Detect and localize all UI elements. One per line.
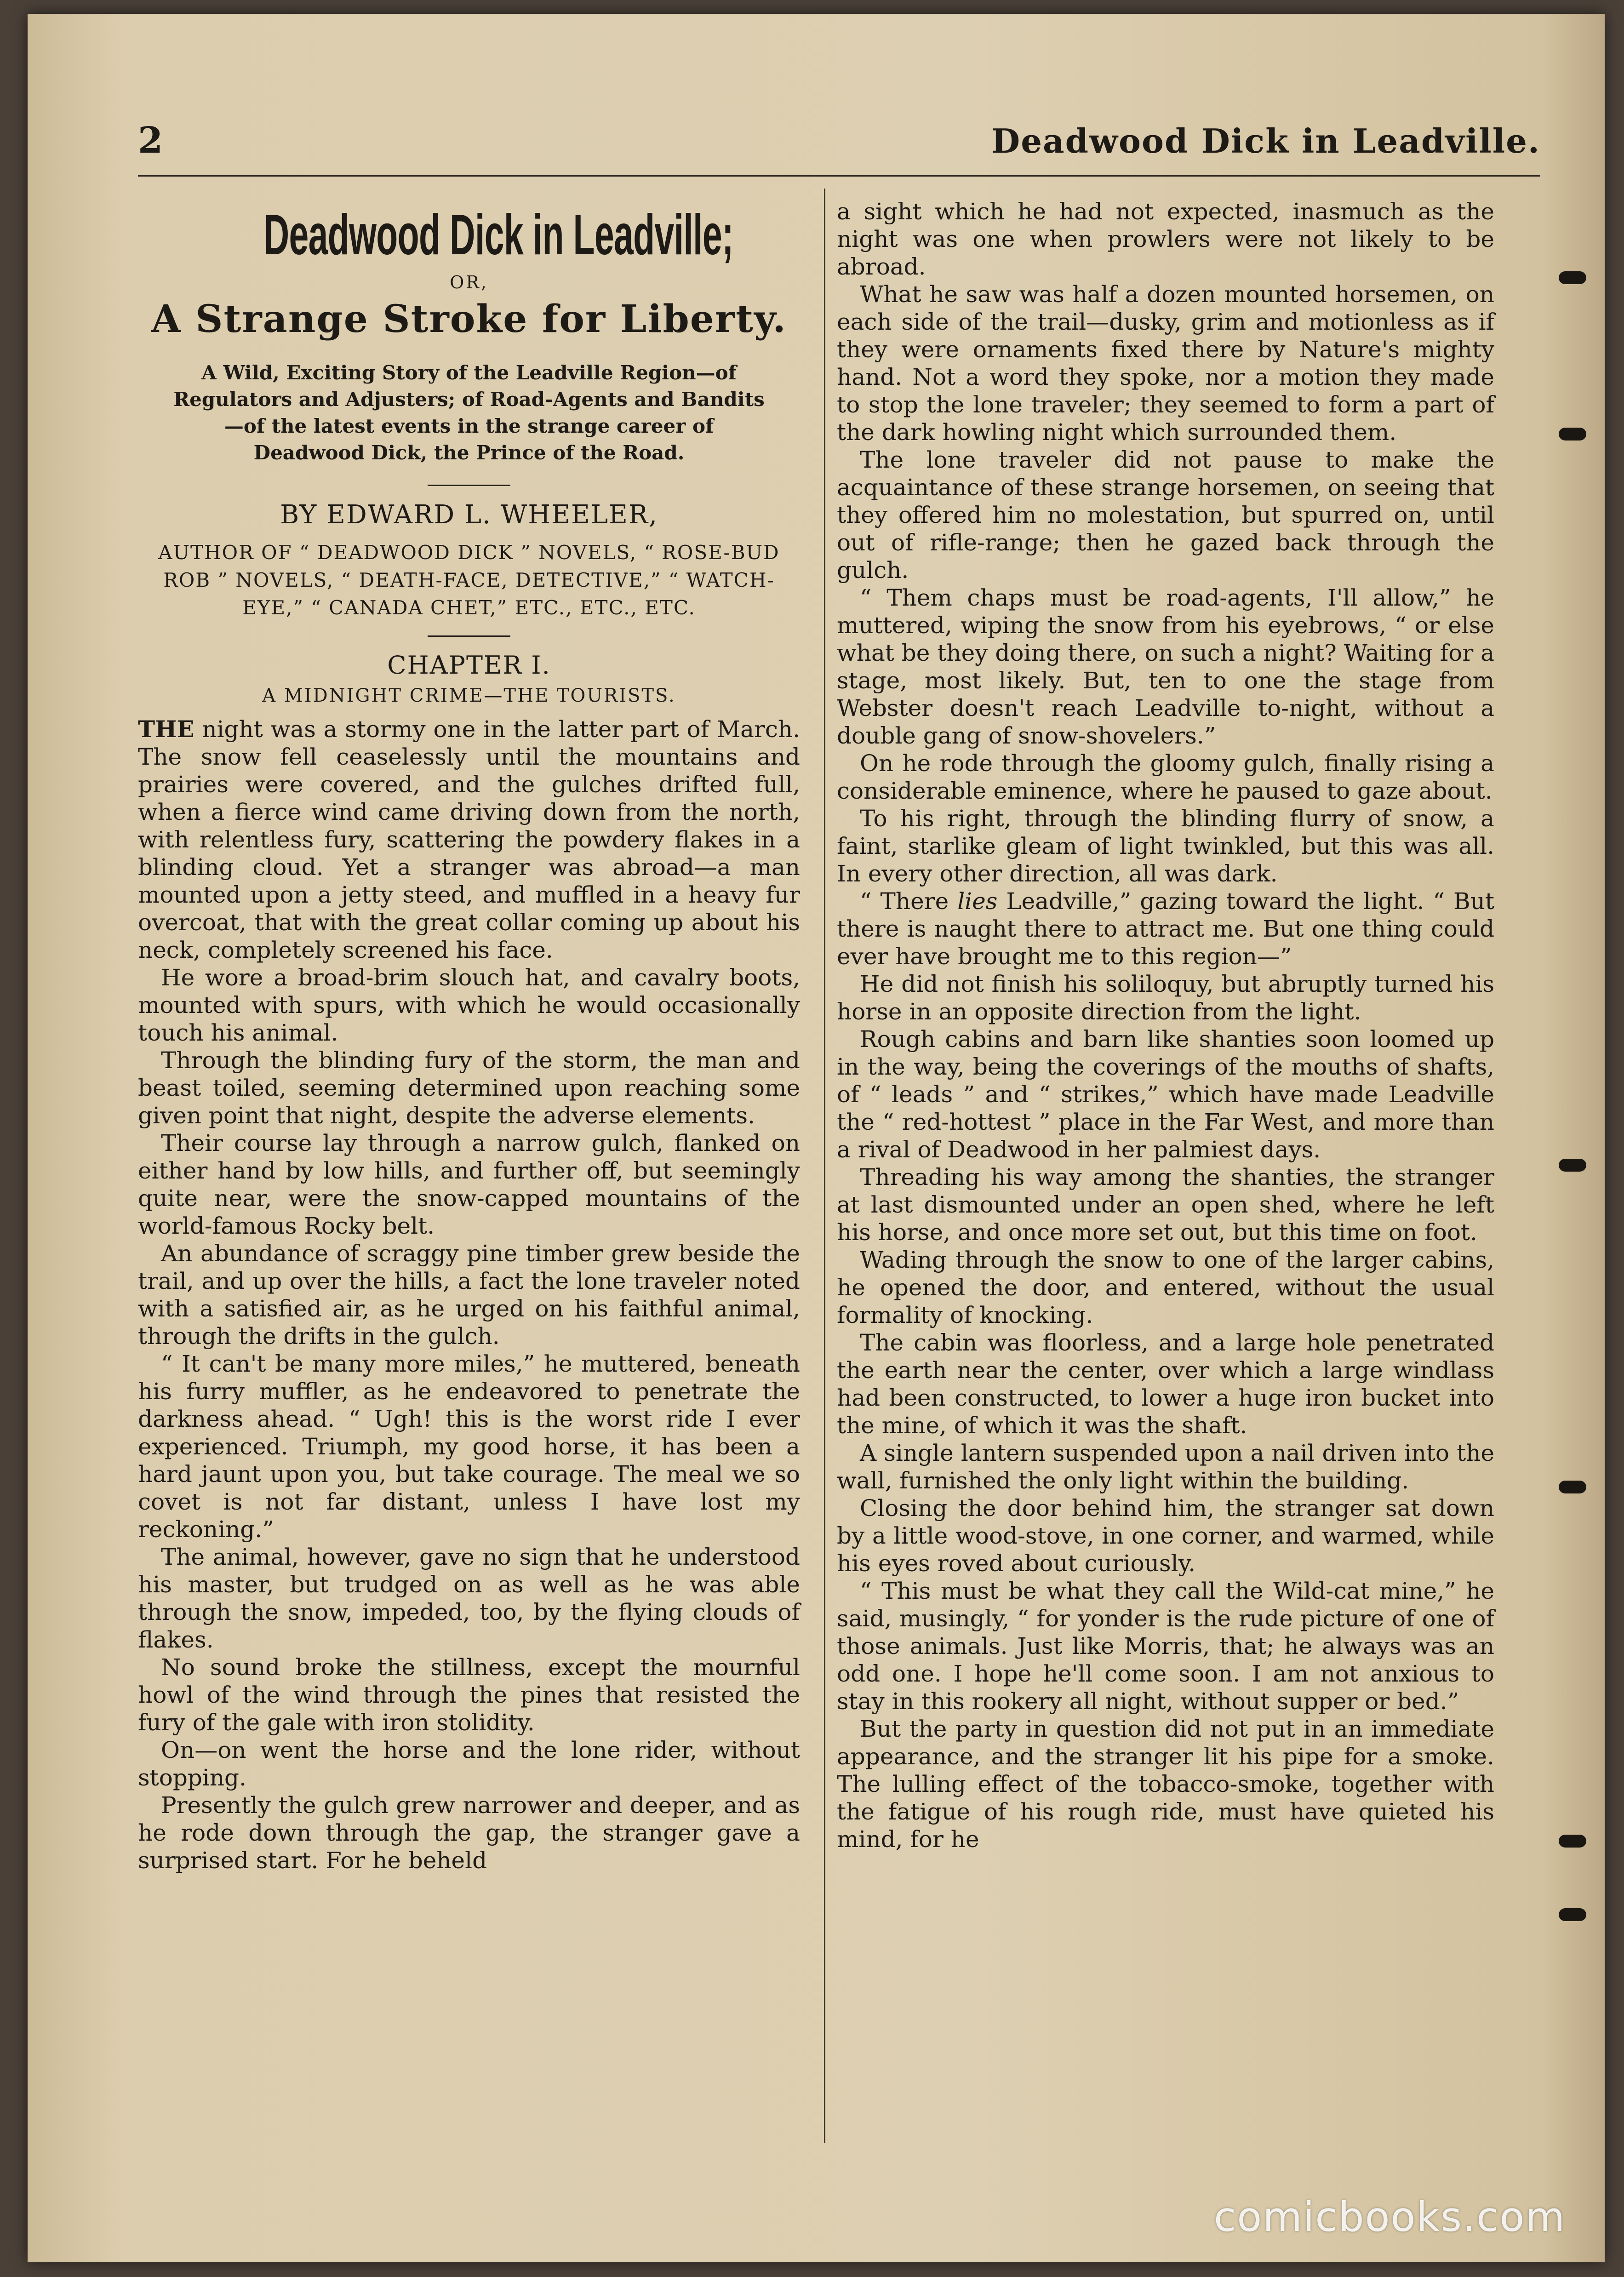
binding-hole: [1559, 428, 1586, 441]
paragraph-text: “ There: [860, 888, 958, 915]
paragraph-text: night was a stormy one in the latter part of March. The snow fell ceaselessly until the mountains and prairies were covered, and the gulches drifted full, when a fierce wind came driving down from the north, with relentless fury, scattering the powdery flakes in a blinding cloud. Yet a stranger was abroad—a man mounted upon a jetty steed, and muffled in a heavy fur overcoat, that with the great collar coming up about his neck, completely screened his face.: [138, 716, 800, 963]
binding-hole: [1559, 1481, 1586, 1493]
paragraph: What he saw was half a dozen mounted horsemen, on each side of the trail—dusky, grim and motionless as if they were ornaments fixed there by Nature's mighty hand. Not a word they spoke, nor a motion they made to stop the lone traveler; they seemed to form a part of the dark howling night which surrounded them.: [837, 281, 1494, 446]
paragraph: Presently the gulch grew narrower and deeper, and as he rode down through the gap, the stranger gave a surprised start. For he beheld: [138, 1792, 800, 1874]
paragraph: “ Them chaps must be road-agents, I'll allow,” he muttered, wiping the snow from his eyebrows, “ or else what be they doing there, on such a night? Waiting for a stage, most likely. But, ten to one the stage from Webster doesn't reach Leadville to-night, without a double gang of snow-shovelers.”: [837, 584, 1494, 749]
running-head: Deadwood Dick in Leadville.: [991, 121, 1540, 160]
paragraph: The lone traveler did not pause to make the acquaintance of these strange horsemen, on seeing that they offered him no molestation, but spurred on, until out of rifle-range; then he gazed back through the gulch.: [837, 446, 1494, 584]
paragraph: Through the blinding fury of the storm, the man and beast toiled, seeming determined upon reaching some given point that night, despite the adverse elements.: [138, 1047, 800, 1129]
paragraph: “ This must be what they call the Wild-cat mine,” he said, musingly, “ for yonder is the rude picture of one of those animals. Just like Morris, that; he always was an odd one. I hope he'll come soon. I am not anxious to stay in this rookery all night, without supper or bed.”: [837, 1578, 1494, 1715]
page-header: [138, 115, 1540, 170]
newspaper-page: [28, 14, 1605, 2262]
left-column: [138, 198, 800, 1874]
paragraph: To his right, through the blinding flurry of snow, a faint, starlike gleam of light twinkled, but this was all. In every other direction, all was dark.: [837, 805, 1494, 887]
paragraph: On he rode through the gloomy gulch, finally rising a considerable eminence, where he paused to gaze about.: [837, 750, 1494, 804]
paragraph: [138, 715, 800, 964]
story-blurb: A Wild, Exciting Story of the Leadville Region—of Regulators and Adjusters; of Road-Agents and Bandits—of the latest events in the strange career of Deadwood Dick, the Prince of the Road.: [173, 361, 765, 464]
byline: BY EDWARD L. WHEELER,: [280, 500, 658, 530]
story-subtitle: A Strange Stroke for Liberty.: [151, 297, 787, 341]
author-credits: AUTHOR OF “ DEADWOOD DICK ” NOVELS, “ ROSE-BUD ROB ” NOVELS, “ DEATH-FACE, DETECTIVE,” “ WATCH-EYE,” “ CANADA CHET,” ETC., ETC., ETC.: [158, 541, 780, 619]
paragraph: Threading his way among the shanties, the stranger at last dismounted under an open shed, where he left his horse, and once more set out, but this time on foot.: [837, 1164, 1494, 1246]
paragraph: No sound broke the stillness, except the mournful howl of the wind through the pines that resisted the fury of the gale with iron stolidity.: [138, 1654, 800, 1736]
paragraph: Their course lay through a narrow gulch, flanked on either hand by low hills, and further off, but seemingly quite near, were the snow-capped mountains of the world-famous Rocky belt.: [138, 1130, 800, 1239]
italic-word: lies: [957, 888, 998, 915]
paragraph: “ It can't be many more miles,” he muttered, beneath his furry muffler, as he endeavored to penetrate the darkness ahead. “ Ugh! this is the worst ride I ever experienced. Triumph, my good horse, it has been a hard jaunt upon you, but take courage. The meal we so covet is not far distant, unless I have lost my reckoning.”: [138, 1350, 800, 1543]
title-or: OR,: [450, 272, 488, 292]
divider: [428, 635, 510, 637]
paragraph: The cabin was floorless, and a large hole penetrated the earth near the center, over which a large windlass had been constructed, to lower a huge iron bucket into the mine, of which it was the shaft.: [837, 1329, 1494, 1439]
paragraph: He did not finish his soliloquy, but abruptly turned his horse in an opposite direction from the light.: [837, 971, 1494, 1025]
chapter-subheading: A MIDNIGHT CRIME—THE TOURISTS.: [262, 685, 676, 706]
paragraph: Wading through the snow to one of the larger cabins, he opened the door, and entered, without the usual formality of knocking.: [837, 1247, 1494, 1328]
binding-hole: [1559, 1159, 1586, 1172]
binding-hole: [1559, 1908, 1586, 1921]
opening-word: THE: [138, 715, 194, 743]
header-rule: [138, 175, 1540, 177]
chapter-heading: CHAPTER I.: [387, 651, 551, 680]
paragraph: The animal, however, gave no sign that he understood his master, but trudged on as well as he was able through the snow, impeded, too, by the flying clouds of flakes.: [138, 1544, 800, 1653]
paragraph-text: Leadville,” gazing toward the light. “ But there is naught there to attract me. But one thing could ever have brought me to this region—”: [837, 888, 1494, 970]
page-number: 2: [138, 120, 163, 161]
paragraph: Closing the door behind him, the stranger sat down by a little wood-stove, in one corner, and warmed, while his eyes roved about curiously.: [837, 1495, 1494, 1577]
watermark: comicbooks.com: [1214, 2193, 1566, 2241]
paragraph: [837, 887, 1494, 970]
paragraph: But the party in question did not put in an immediate appearance, and the stranger lit his pipe for a smoke. The lulling effect of the tobacco-smoke, together with the fatigue of his rough ride, must have quieted his mind, for he: [837, 1716, 1494, 1853]
column-rule: [824, 189, 825, 2143]
paragraph: A single lantern suspended upon a nail driven into the wall, furnished the only light within the building.: [837, 1440, 1494, 1494]
paragraph: An abundance of scraggy pine timber grew beside the trail, and up over the hills, a fact the lone traveler noted with a satisfied air, as he urged on his faithful animal, through the drifts in the gulch.: [138, 1240, 800, 1350]
right-column: [837, 198, 1494, 1853]
story-title: Deadwood Dick in Leadville;: [263, 203, 733, 267]
binding-hole: [1559, 271, 1586, 284]
divider: [428, 485, 510, 486]
paragraph: a sight which he had not expected, inasmuch as the night was one when prowlers were not likely to be abroad.: [837, 198, 1494, 280]
binding-hole: [1559, 1835, 1586, 1848]
paragraph: He wore a broad-brim slouch hat, and cavalry boots, mounted with spurs, with which he would occasionally touch his animal.: [138, 964, 800, 1046]
paragraph: On—on went the horse and the lone rider, without stopping.: [138, 1737, 800, 1791]
paragraph: Rough cabins and barn like shanties soon loomed up in the way, being the coverings of the mouths of shafts, of “ leads ” and “ strikes,” which have made Leadville the “ red-hottest ” place in the Far West, and more than a rival of Deadwood in her palmiest days.: [837, 1026, 1494, 1163]
